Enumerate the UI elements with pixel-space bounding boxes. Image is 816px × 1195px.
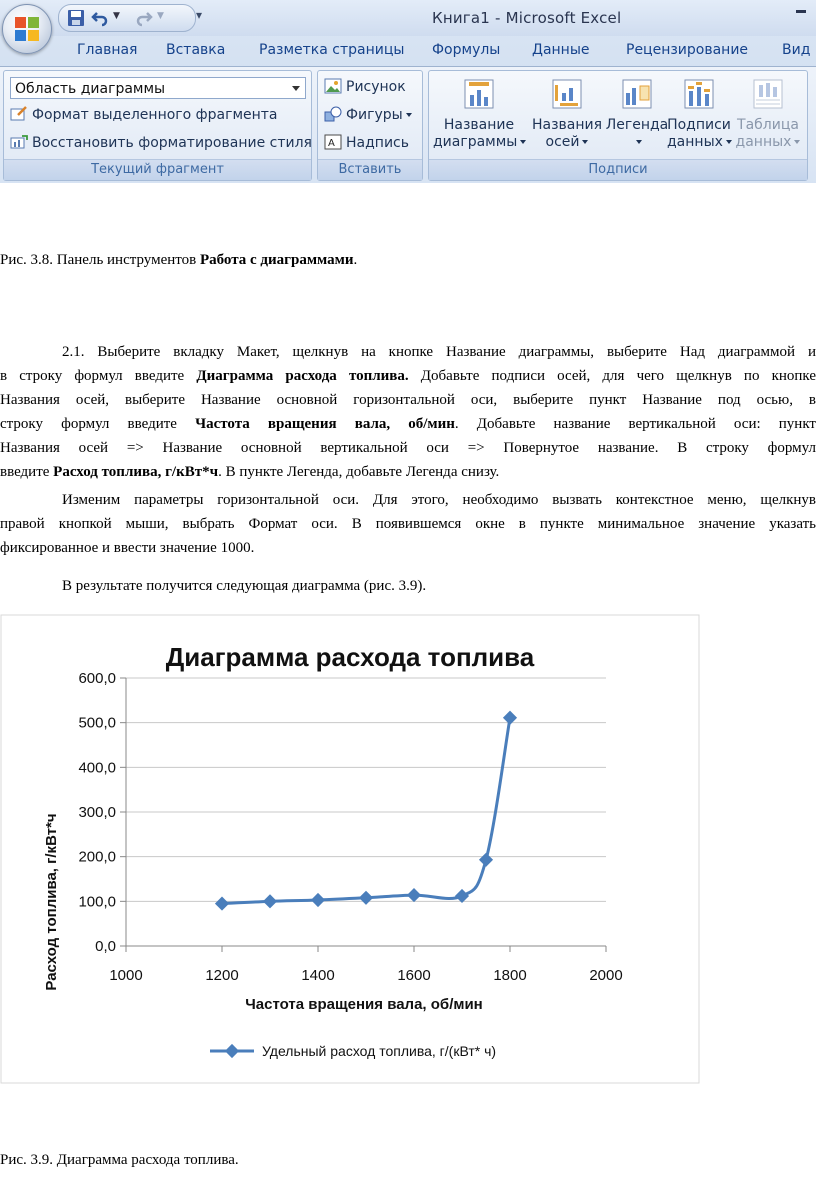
y-tick-label-1: 100,0 — [78, 893, 116, 911]
legend-button[interactable] — [605, 77, 669, 151]
textbox-label: Надпись — [346, 135, 409, 151]
group-insert — [317, 70, 423, 181]
tab-data[interactable]: Данные — [532, 42, 590, 58]
x-tick-label-3: 1600 — [397, 967, 431, 984]
data-labels-label-2: данных — [667, 134, 723, 150]
chart-svg — [0, 614, 700, 1084]
caption-bold-text: Работа с диаграммами — [199, 252, 354, 268]
y-tick-label-5: 500,0 — [78, 714, 116, 732]
shapes-label: Фигуры — [346, 107, 403, 123]
data-table-icon — [751, 77, 785, 111]
para1-line-5: Названия осей => Название основной вертикальной оси => Повернутое название. В строку формул — [0, 440, 816, 456]
chart-title: Диаграмма расхода топлива — [165, 642, 535, 672]
tab-home[interactable]: Главная — [77, 42, 138, 58]
picture-label: Рисунок — [346, 79, 406, 95]
svg-text:A: A — [328, 138, 335, 149]
format-selection-button[interactable] — [10, 105, 278, 125]
data-table-dropdown-icon — [794, 140, 800, 144]
group-label-current-selection: Текущий фрагмент — [4, 159, 311, 180]
shapes-dropdown-icon — [406, 113, 412, 117]
undo-icon[interactable] — [91, 9, 109, 27]
shapes-icon — [324, 106, 342, 122]
paragraph-axis-settings — [0, 488, 816, 560]
group-labels — [428, 70, 808, 181]
x-tick-label-2: 1400 — [301, 967, 335, 984]
textbox-icon — [324, 134, 342, 150]
y-axis-title: Расход топлива, г/кВт*ч — [43, 813, 60, 991]
x-tick-label-5: 2000 — [589, 967, 623, 984]
para1-line-6-c: . В пункте Легенда, добавьте Легенда снизу. — [218, 464, 500, 480]
reset-style-label: Восстановить форматирование стиля — [32, 135, 312, 151]
tab-view[interactable]: Вид — [782, 42, 811, 58]
para1-line-4-c: . Добавьте название вертикальной оси: пункт — [454, 416, 816, 432]
chart-elements-dropdown[interactable] — [10, 77, 306, 99]
excel-ribbon-screenshot — [0, 0, 816, 183]
data-labels-button[interactable] — [667, 77, 731, 151]
dropdown-arrow-icon — [292, 86, 300, 91]
minimize-icon[interactable] — [792, 4, 810, 16]
para1-line-1: 2.1. Выберите вкладку Макет, щелкнув на кнопке Название диаграммы, выберите Над диаграммой и — [62, 344, 816, 360]
chart-title-label-2: диаграммы — [433, 134, 518, 150]
app-name: Microsoft Excel — [505, 9, 622, 27]
data-table-label-2: данных — [735, 134, 792, 150]
picture-button[interactable] — [324, 77, 406, 97]
x-tick-label-1: 1200 — [205, 967, 239, 984]
data-labels-dropdown-icon — [726, 140, 732, 144]
y-tick-label-3: 300,0 — [78, 804, 116, 821]
para1-line-2 — [0, 364, 816, 388]
paragraph-result: В результате получится следующая диаграмма (рис. 3.9). — [62, 578, 427, 594]
axis-titles-dropdown-icon — [582, 140, 588, 144]
title-bar — [0, 0, 816, 36]
para2-line-2: правой кнопкой мыши, выбрать Формат оси. В появившемся окне в пункте минимальное значение указать — [0, 516, 816, 532]
x-tick-label-4: 1800 — [493, 967, 527, 984]
axis-titles-label-2: осей — [545, 134, 580, 150]
bold-y-axis-title: Расход топлива, г/кВт*ч — [53, 464, 219, 480]
chart-title-icon — [462, 77, 496, 111]
chart-title-dropdown-icon — [520, 140, 526, 144]
legend-dropdown-icon — [636, 140, 642, 144]
y-tick-label-0: 0,0 — [95, 938, 116, 955]
group-label-insert: Вставить — [318, 159, 422, 180]
x-tick-label-0: 1000 — [109, 967, 143, 984]
bold-x-axis-title: Частота вращения вала, об/мин — [195, 416, 455, 432]
chart-title-button[interactable] — [433, 77, 525, 151]
shapes-button[interactable] — [324, 105, 412, 125]
format-selection-icon — [10, 106, 28, 122]
redo-icon[interactable] — [135, 9, 153, 27]
fuel-consumption-chart — [0, 614, 700, 1084]
data-table-button[interactable] — [733, 77, 803, 151]
redo-dropdown-icon[interactable]: ▼ — [157, 11, 164, 21]
axis-titles-button[interactable] — [531, 77, 603, 151]
textbox-button[interactable] — [324, 133, 409, 153]
group-label-labels: Подписи — [429, 159, 807, 180]
reset-style-icon — [10, 134, 28, 150]
para1-line-4 — [0, 412, 816, 436]
paragraph-step-2-1 — [0, 340, 816, 484]
caption-period: . — [353, 252, 358, 268]
picture-icon — [324, 78, 342, 94]
axis-titles-icon — [550, 77, 584, 111]
tab-review[interactable]: Рецензирование — [626, 42, 749, 58]
tab-insert[interactable]: Вставка — [166, 42, 226, 58]
save-icon[interactable] — [67, 9, 85, 27]
para1-line-3: Названия осей, выберите Название основной горизонтальной оси, выберите пункт Название под осью, в — [0, 392, 816, 408]
para2-line-3: фиксированное и ввести значение 1000. — [0, 540, 255, 556]
figure-caption-3-9: Рис. 3.9. Диаграмма расхода топлива. — [0, 1152, 239, 1168]
tab-formulas[interactable]: Формулы — [432, 42, 501, 58]
ribbon-tabs — [0, 36, 816, 66]
format-selection-label: Формат выделенного фрагмента — [32, 107, 278, 123]
legend-icon — [620, 77, 654, 111]
para1-line-4-a: строку формул введите — [0, 416, 196, 432]
tab-page-layout[interactable]: Разметка страницы — [259, 42, 405, 58]
data-table-label-1: Таблица — [737, 117, 799, 133]
caption-text: Рис. 3.8. Панель инструментов — [0, 252, 200, 268]
dropdown-value: Область диаграммы — [15, 81, 166, 97]
title-separator: - — [495, 9, 501, 27]
para2-line-1: Изменим параметры горизонтальной оси. Для этого, необходимо вызвать контекстное меню, щелкнув — [62, 492, 816, 508]
y-tick-label-6: 600,0 — [78, 670, 116, 687]
workbook-name: Книга1 — [432, 9, 491, 27]
x-axis-title: Частота вращения вала, об/мин — [245, 996, 483, 1013]
para1-line-6-a: введите — [0, 464, 54, 480]
para1-line-6 — [0, 460, 816, 484]
legend-label: Легенда — [605, 117, 669, 133]
group-current-selection — [3, 70, 312, 181]
quick-access-toolbar — [58, 4, 196, 32]
undo-dropdown-icon[interactable]: ▼ — [113, 11, 120, 21]
data-labels-icon — [682, 77, 716, 111]
para1-line-2-c: Добавьте подписи осей, для чего щелкнув по кнопке — [408, 368, 816, 384]
reset-style-button[interactable] — [10, 133, 312, 153]
data-labels-label-1: Подписи — [667, 117, 731, 133]
bold-chart-title: Диаграмма расхода топлива. — [196, 368, 409, 384]
axis-titles-label-1: Названия — [531, 117, 603, 133]
legend-label: Удельный расход топлива, г/(кВт* ч) — [262, 1043, 497, 1059]
para1-line-2-a: в строку формул введите — [0, 368, 197, 384]
figure-caption-3-8 — [0, 251, 357, 269]
y-tick-label-4: 400,0 — [78, 759, 116, 777]
chart-title-label-1: Название — [443, 117, 515, 133]
window-title — [432, 9, 621, 27]
customize-qat-icon[interactable]: ▾ — [196, 8, 203, 22]
y-tick-label-2: 200,0 — [78, 848, 116, 866]
